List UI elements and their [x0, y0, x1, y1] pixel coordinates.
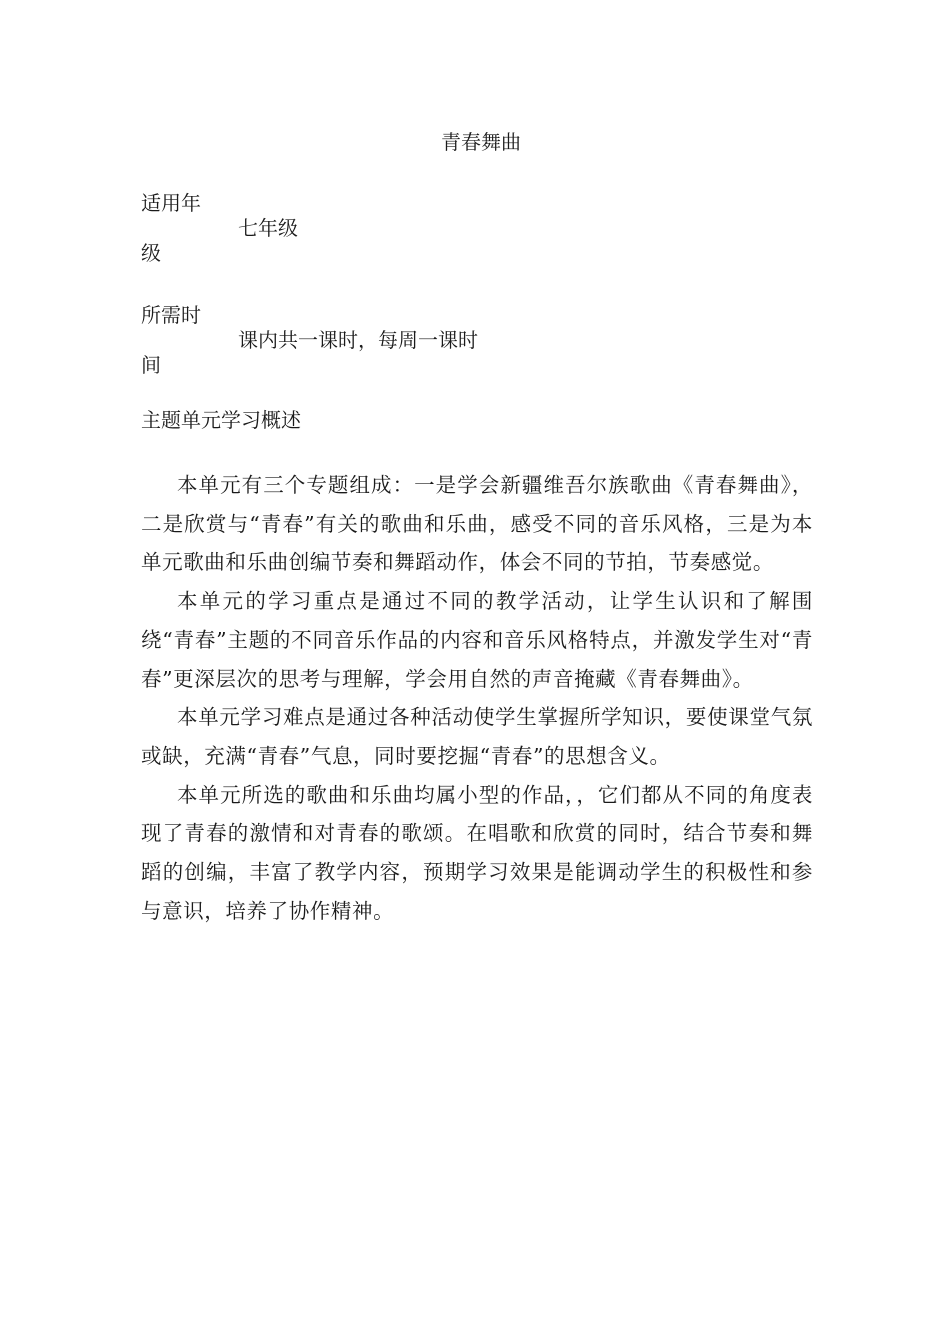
- time-label: 所需时间: [141, 303, 201, 377]
- paragraph-4: 本单元所选的歌曲和乐曲均属小型的作品，，它们都从不同的角度表现了青春的激情和对青春的歌颂。在唱歌和欣赏的同时，结合节奏和舞蹈的创编，丰富了教学内容，预期学习效果是能调动学生的积极性和参与意识，培养了协作精神。: [141, 782, 813, 923]
- section-heading: 主题单元学习概述: [141, 408, 301, 432]
- grade-label: 适用年级: [141, 191, 201, 265]
- document-title: 青春舞曲: [441, 130, 521, 154]
- time-value: 课内共一课时，每周一课时: [238, 328, 478, 352]
- paragraph-3: 本单元学习难点是通过各种活动使学生掌握所学知识，要使课堂气氛或缺，充满“青春”气息，同时要挖掘“青春”的思想含义。: [141, 705, 813, 768]
- paragraph-2: 本单元的学习重点是通过不同的教学活动，让学生认识和了解围绕“青春”主题的不同音乐作品的内容和音乐风格特点，并激发学生对“青春”更深层次的思考与理解，学会用自然的声音掩藏《青春舞曲》。: [141, 589, 813, 691]
- body-text: [141, 466, 813, 930]
- paragraph-1: 本单元有三个专题组成：一是学会新疆维吾尔族歌曲《青春舞曲》，二是欣赏与“青春”有关的歌曲和乐曲，感受不同的音乐风格，三是为本单元歌曲和乐曲创编节奏和舞蹈动作，体会不同的节拍，节奏感觉。: [141, 473, 813, 575]
- grade-value: 七年级: [238, 216, 298, 240]
